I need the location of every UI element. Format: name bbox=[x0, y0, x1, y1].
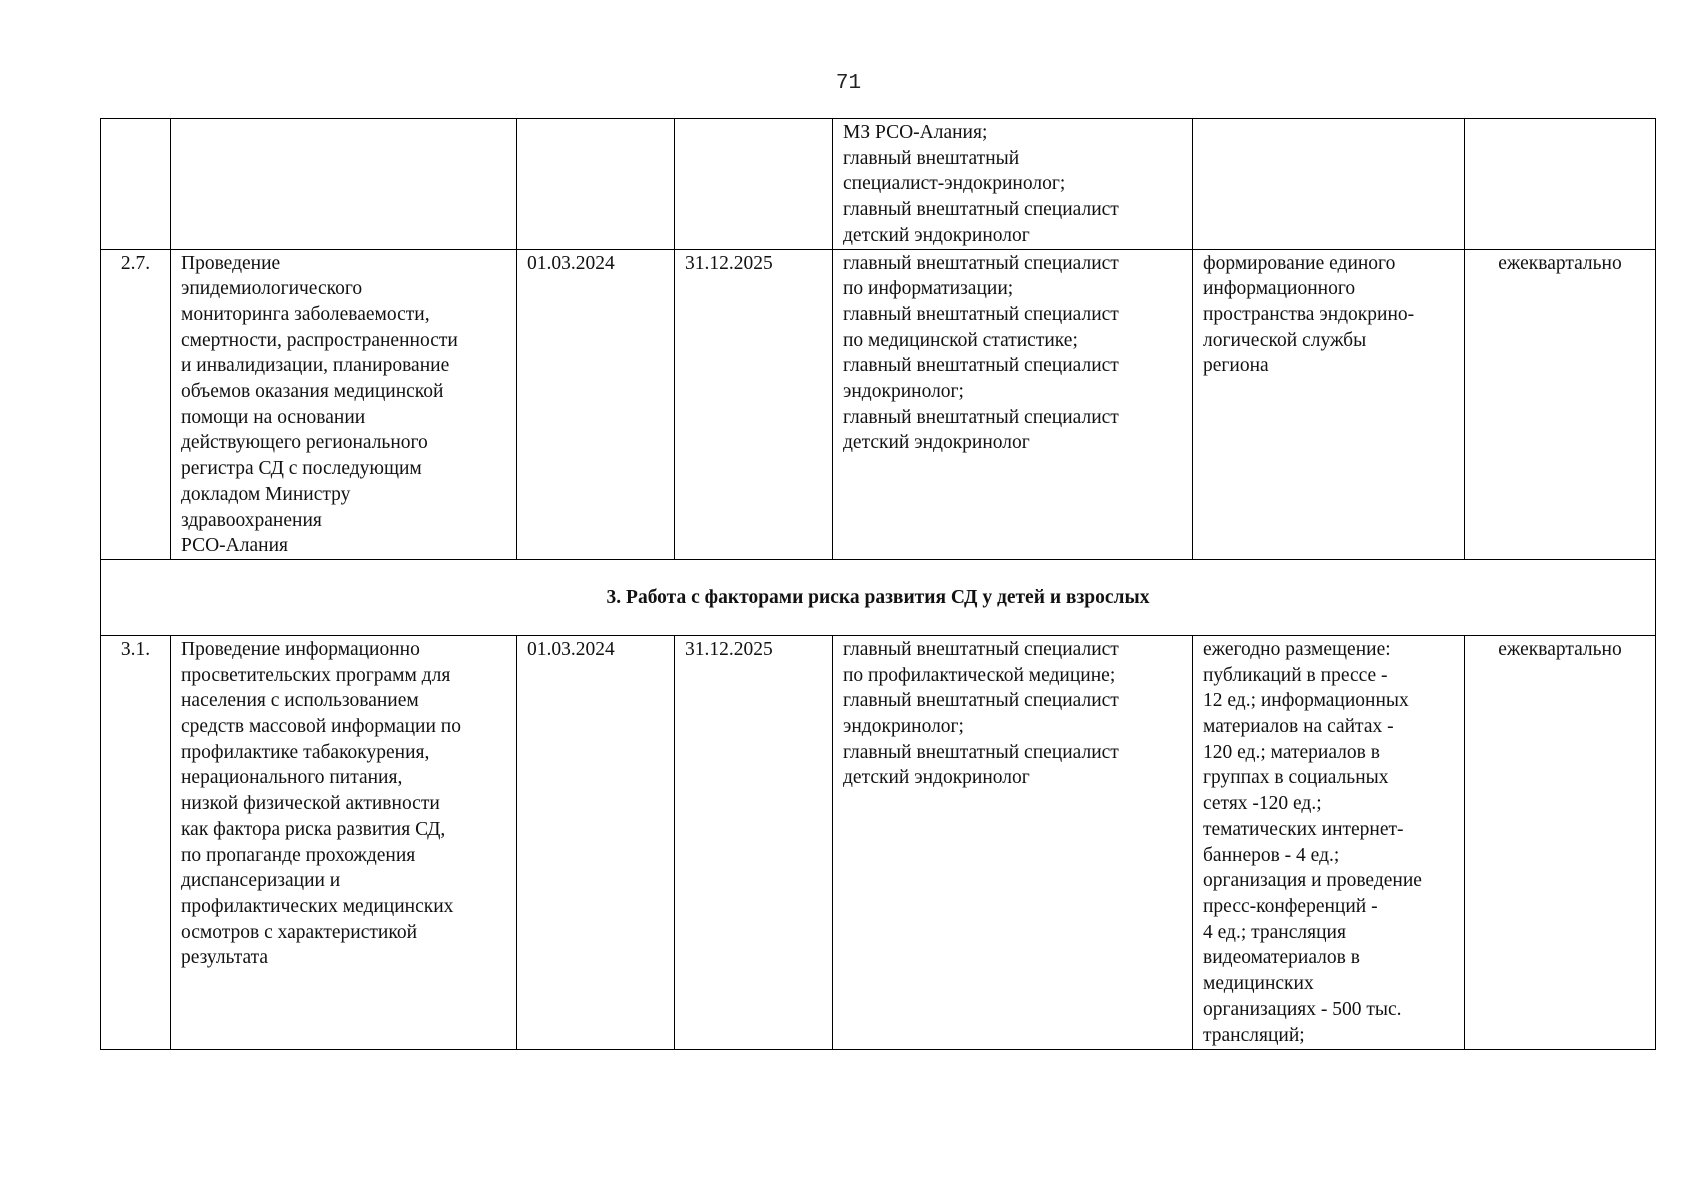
result-cell: формирование единого информационного пространства эндокрино- логической службы региона bbox=[1193, 249, 1465, 559]
activity-cell: Проведение эпидемиологического мониторинга заболеваемости, смертности, распространенности и инвалидизации, планирование объемов оказания медицинской помощи на основании действующего регионального регистра СД с последующим докладом Министру здравоохранения РСО-Алания bbox=[171, 249, 517, 559]
activity-cell bbox=[171, 119, 517, 250]
result-cell bbox=[1193, 119, 1465, 250]
table-row bbox=[101, 249, 1656, 559]
executors-cell: МЗ РСО-Алания; главный внештатный специалист-эндокринолог; главный внештатный специалист детский эндокринолог bbox=[833, 119, 1193, 250]
start-date-cell bbox=[517, 119, 675, 250]
end-date-cell: 31.12.2025 bbox=[675, 635, 833, 1049]
section-header-row bbox=[101, 559, 1656, 635]
action-plan-table bbox=[100, 118, 1656, 1050]
frequency-cell: ежеквартально bbox=[1465, 635, 1656, 1049]
section-title: 3. Работа с факторами риска развития СД у детей и взрослых bbox=[101, 559, 1656, 635]
result-cell: ежегодно размещение: публикаций в прессе - 12 ед.; информационных материалов на сайтах - 120 ед.; материалов в группах в социальных сетях -120 ед.; тематических интернет- баннеров - 4 ед.; организация и проведение пресс-конференций - 4 ед.; трансляция видеоматериалов в медицинских организациях - 500 тыс. трансляций; bbox=[1193, 635, 1465, 1049]
end-date-cell: 31.12.2025 bbox=[675, 249, 833, 559]
activity-cell: Проведение информационно просветительских программ для населения с использованием средств массовой информации по профилактике табакокурения, нерационального питания, низкой физической активности как фактора риска развития СД, по пропаганде прохождения диспансеризации и профилактических медицинских осмотров с характеристикой результата bbox=[171, 635, 517, 1049]
executors-cell: главный внештатный специалист по профилактической медицине; главный внештатный специалист эндокринолог; главный внештатный специалист детский эндокринолог bbox=[833, 635, 1193, 1049]
start-date-cell: 01.03.2024 bbox=[517, 635, 675, 1049]
row-number-cell: 2.7. bbox=[101, 249, 171, 559]
page-number: 71 bbox=[835, 72, 862, 95]
executors-cell: главный внештатный специалист по информатизации; главный внештатный специалист по медицинской статистике; главный внештатный специалист эндокринолог; главный внештатный специалист детский эндокринолог bbox=[833, 249, 1193, 559]
row-number-cell: 3.1. bbox=[101, 635, 171, 1049]
start-date-cell: 01.03.2024 bbox=[517, 249, 675, 559]
table-row bbox=[101, 119, 1656, 250]
row-number-cell bbox=[101, 119, 171, 250]
frequency-cell bbox=[1465, 119, 1656, 250]
table-row bbox=[101, 635, 1656, 1049]
end-date-cell bbox=[675, 119, 833, 250]
frequency-cell: ежеквартально bbox=[1465, 249, 1656, 559]
